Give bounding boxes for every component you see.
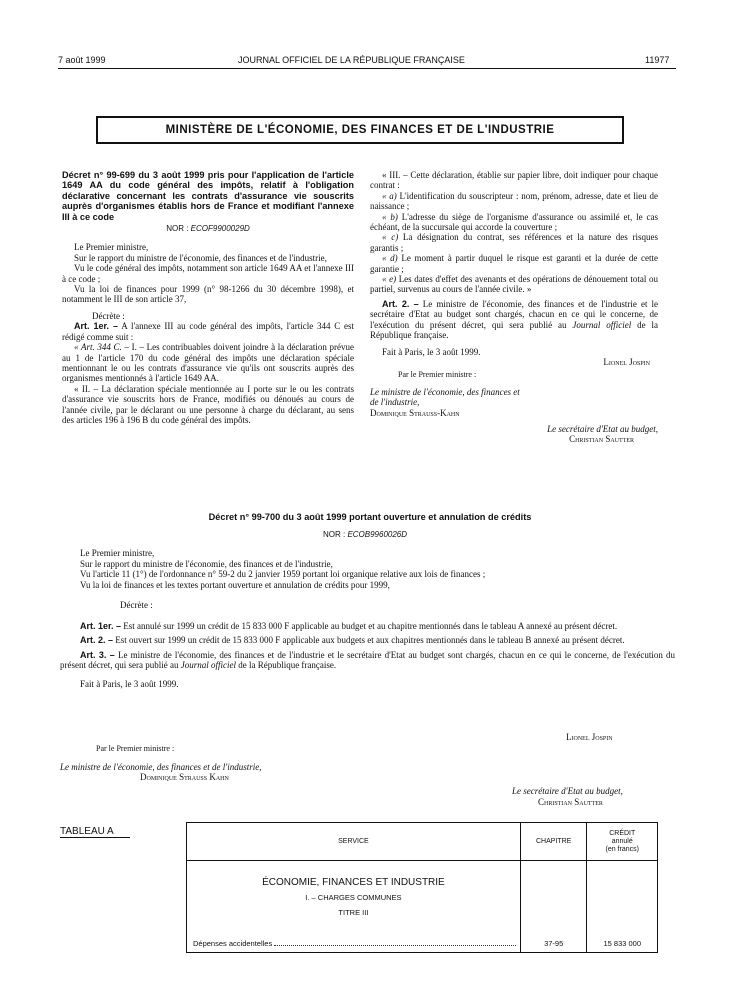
table-chapitre-value: 37-95 xyxy=(520,861,587,953)
column-header-chapitre: CHAPITRE xyxy=(520,823,587,861)
decree1-minister-role: Le ministre de l'économie, des finances et de l'industrie, xyxy=(370,386,520,408)
decree1-secretary-role: Le secrétaire d'Etat au budget, xyxy=(547,423,658,434)
table-titre: TITRE III xyxy=(338,908,369,917)
table-header-row xyxy=(187,823,658,861)
decree2-signer: Lionel Jospin xyxy=(566,732,613,742)
decree1-art2-text-a: Le ministre de l'économie, des finances et de l'industrie et le secrétaire d'Etat au budget sont chargés, chacun en ce qui le concerne, de l'exécution du présent décret, qui sera publié au xyxy=(370,298,659,330)
decree2-minister-role: Le ministre de l'économie, des finances et de l'industrie, xyxy=(60,762,262,772)
header-date: 7 août 1999 xyxy=(58,55,106,65)
tableau-a-label: TABLEAU A xyxy=(60,826,130,838)
decree1-decrete: Décrète : xyxy=(92,310,125,321)
decree2-article-3 xyxy=(60,650,675,671)
decree1-art1-text: A l'annexe III au code général des impôts, l'article 344 C est rédigé comme suit : xyxy=(62,321,354,342)
tableau-a-table xyxy=(186,822,658,953)
decree1-item-d xyxy=(370,253,658,274)
decree2-art2-text: Est ouvert sur 1999 un crédit de 15 833 000 F applicable aux budgets et aux chapitres mentionnés dans le tableau B annexé au présent décret. xyxy=(115,635,625,645)
decree1-nor-label: NOR : xyxy=(166,224,189,234)
decree2-article-2 xyxy=(60,635,675,646)
column-header-credit xyxy=(587,823,658,861)
column-header-service: SERVICE xyxy=(187,823,521,861)
decree2-body xyxy=(60,548,675,689)
decree2-art1-label: Art. 1er. – xyxy=(80,620,122,631)
decree1-item-a xyxy=(370,191,658,212)
decree1-item-e-label: « e) xyxy=(382,274,397,285)
decree2-secretary-name: Christian Sautter xyxy=(538,797,603,807)
decree2-title: Décret n° 99-700 du 3 août 1999 portant ouverture et annulation de crédits xyxy=(208,512,532,522)
decree1-vu-loi: Vu la loi de finances pour 1999 (n° 98-1266 du 30 décembre 1998), et notamment le III de son article 37, xyxy=(62,284,354,305)
decree2-fait: Fait à Paris, le 3 août 1999. xyxy=(80,678,179,689)
decree2-premier-ministre: Le Premier ministre, xyxy=(80,548,155,558)
decree1-item-c xyxy=(370,232,658,253)
decree1-left-column xyxy=(62,170,354,425)
decree2-sur-rapport: Sur le rapport du ministre de l'économie, des finances et de l'industrie, xyxy=(80,558,333,569)
decree1-art2-text-b: de la République française. xyxy=(370,319,659,341)
decree1-nor xyxy=(62,224,354,234)
decree1-item-e-text: Les dates d'effet des avenants et des opérations de dénouement total ou partiel, survenus au cours de l'année civile. » xyxy=(370,274,659,295)
row-label-text: Dépenses accidentelles xyxy=(193,939,273,948)
decree2-nor-code: ECOB9960026D xyxy=(347,530,408,539)
decree2-decrete: Décrète : xyxy=(120,600,153,610)
header-page-number: 11977 xyxy=(645,55,670,65)
decree1-item-c-text: La désignation du contrat, ses références et la nature des risques garantis ; xyxy=(370,232,658,253)
table-subsection: I. – CHARGES COMMUNES xyxy=(305,893,402,902)
decree1-article-1 xyxy=(62,321,354,342)
decree1-item-b-label: « b) xyxy=(382,211,398,222)
table-section-title: ÉCONOMIE, FINANCES ET INDUSTRIE xyxy=(262,877,445,888)
decree1-secretary-name: Christian Sautter xyxy=(569,434,634,445)
decree1-signer: Lionel Jospin xyxy=(603,356,650,367)
decree1-vu-code: Vu le code général des impôts, notamment son article 1649 AA et l'annexe III à ce code ; xyxy=(62,263,354,284)
decree1-right-column xyxy=(370,170,658,445)
decree2-art2-label: Art. 2. – xyxy=(80,635,114,645)
decree1-quote-i xyxy=(62,342,354,384)
decree1-article-2 xyxy=(370,299,658,341)
decree1-item-e xyxy=(370,274,658,295)
decree1-title: Décret n° 99-699 du 3 août 1999 pris pour l'application de l'article 1649 AA du code général des impôts, relatif à l'obligation déclarative concernant les contrats d'assurance vie souscrits auprès d'organismes établis hors de France et modifiant l'annexe III à ce code xyxy=(62,170,354,222)
decree2-article-1 xyxy=(60,621,675,632)
decree2-vu-article: Vu l'article 11 (1°) de l'ordonnance n° 59-2 du 2 janvier 1959 portant loi organique relative aux lois de finances ; xyxy=(80,569,486,579)
decree2-vu-loi: Vu la loi de finances et les textes portant ouverture et annulation de crédits pour 1999, xyxy=(80,579,390,590)
decree2-art3-text-b: de la République française. xyxy=(238,660,337,670)
decree1-art1-label: Art. 1er. – xyxy=(74,321,119,332)
table-credit-value: 15 833 000 xyxy=(587,861,658,953)
decree2-art3-text-a: Le ministre de l'économie, des finances et de l'industrie et le secrétaire d'Etat au budget sont chargés, chacun en ce qui le concerne, de l'exécution du présent décret, qui sera publié au xyxy=(60,649,676,670)
header-rule xyxy=(58,68,676,69)
decree1-quote-i-label: « Art. 344 C. – xyxy=(74,342,129,353)
decree2-art3-label: Art. 3. – xyxy=(80,649,115,660)
credit-header-sub2: (en francs) xyxy=(605,845,639,853)
decree1-par: Par le Premier ministre : xyxy=(398,370,477,380)
decree1-sur-rapport: Sur le rapport du ministre de l'économie, des finances et de l'industrie, xyxy=(74,252,327,263)
decree1-minister-name: Dominique Strauss-Kahn xyxy=(370,407,460,418)
decree1-item-b xyxy=(370,212,658,233)
decree2-par: Par le Premier ministre : xyxy=(96,744,175,753)
credit-header-label: CRÉDIT xyxy=(609,829,636,837)
ministry-heading xyxy=(96,116,624,144)
decree1-item-c-label: « c) xyxy=(382,232,399,243)
credit-header-sub1: annulé xyxy=(611,837,633,845)
decree2-minister-name: Dominique Strauss Kahn xyxy=(140,772,229,782)
decree2-secretary-role: Le secrétaire d'Etat au budget, xyxy=(512,786,623,796)
decree1-nor-code: ECOF9900029D xyxy=(190,224,250,234)
decree2-nor xyxy=(300,530,430,539)
table-row-label xyxy=(193,939,516,948)
decree2-nor-label: NOR : xyxy=(322,530,346,539)
dot-leader xyxy=(274,945,516,946)
decree1-quote-iii: « III. – Cette déclaration, établie sur papier libre, doit indiquer pour chaque contrat : xyxy=(370,170,658,191)
decree1-premier-ministre: Le Premier ministre, xyxy=(74,242,149,253)
decree1-quote-i-text: I. – Les contribuables doivent joindre à la déclaration prévue au 1 de l'article 170 du code général des impôts une déclaration spéciale mentionnant le ou les contrats d'assurance vie qu'ils ont souscrits auprès des organismes mentionnés à l'article 1649 AA. xyxy=(62,342,355,384)
header-journal-title: JOURNAL OFFICIEL DE LA RÉPUBLIQUE FRANÇAISE xyxy=(238,55,465,65)
decree1-item-a-label: « a) xyxy=(382,190,397,201)
decree1-fait: Fait à Paris, le 3 août 1999. xyxy=(382,346,481,357)
table-row xyxy=(187,861,658,953)
decree1-item-b-text: L'adresse du siège de l'organisme d'assurance ou assimilé et, le cas échéant, de la succursale qui accorde la couverture ; xyxy=(370,211,659,233)
decree1-art2-label: Art. 2. – xyxy=(382,298,419,309)
service-cell xyxy=(187,861,521,953)
decree1-item-d-label: « d) xyxy=(382,253,398,264)
decree1-art2-jo: Journal officiel xyxy=(572,319,632,330)
decree1-item-a-text: L'identification du souscripteur : nom, prénom, adresse, date et lieu de naissance ; xyxy=(370,190,659,212)
decree1-quote-ii: « II. – La déclaration spéciale mentionnée au I porte sur le ou les contrats d'assurance vie souscrits hors de France, modifiés ou dénoués au cours de l'année civile, par le déclarant ou une personne à charge du déclarant, au sens des articles 196 à 196 B du code général des impôts. xyxy=(62,383,354,425)
decree1-item-d-text: Le moment à partir duquel le risque est garanti et la durée de cette garantie ; xyxy=(370,253,659,274)
ministry-title: MINISTÈRE DE L'ÉCONOMIE, DES FINANCES ET DE L'INDUSTRIE xyxy=(165,124,555,136)
decree2-art3-jo: Journal officiel xyxy=(180,660,236,670)
decree2-art1-text: Est annulé sur 1999 un crédit de 15 833 000 F applicable au budget et au chapitre mentionnés dans le tableau A annexé au présent décret. xyxy=(123,620,618,631)
